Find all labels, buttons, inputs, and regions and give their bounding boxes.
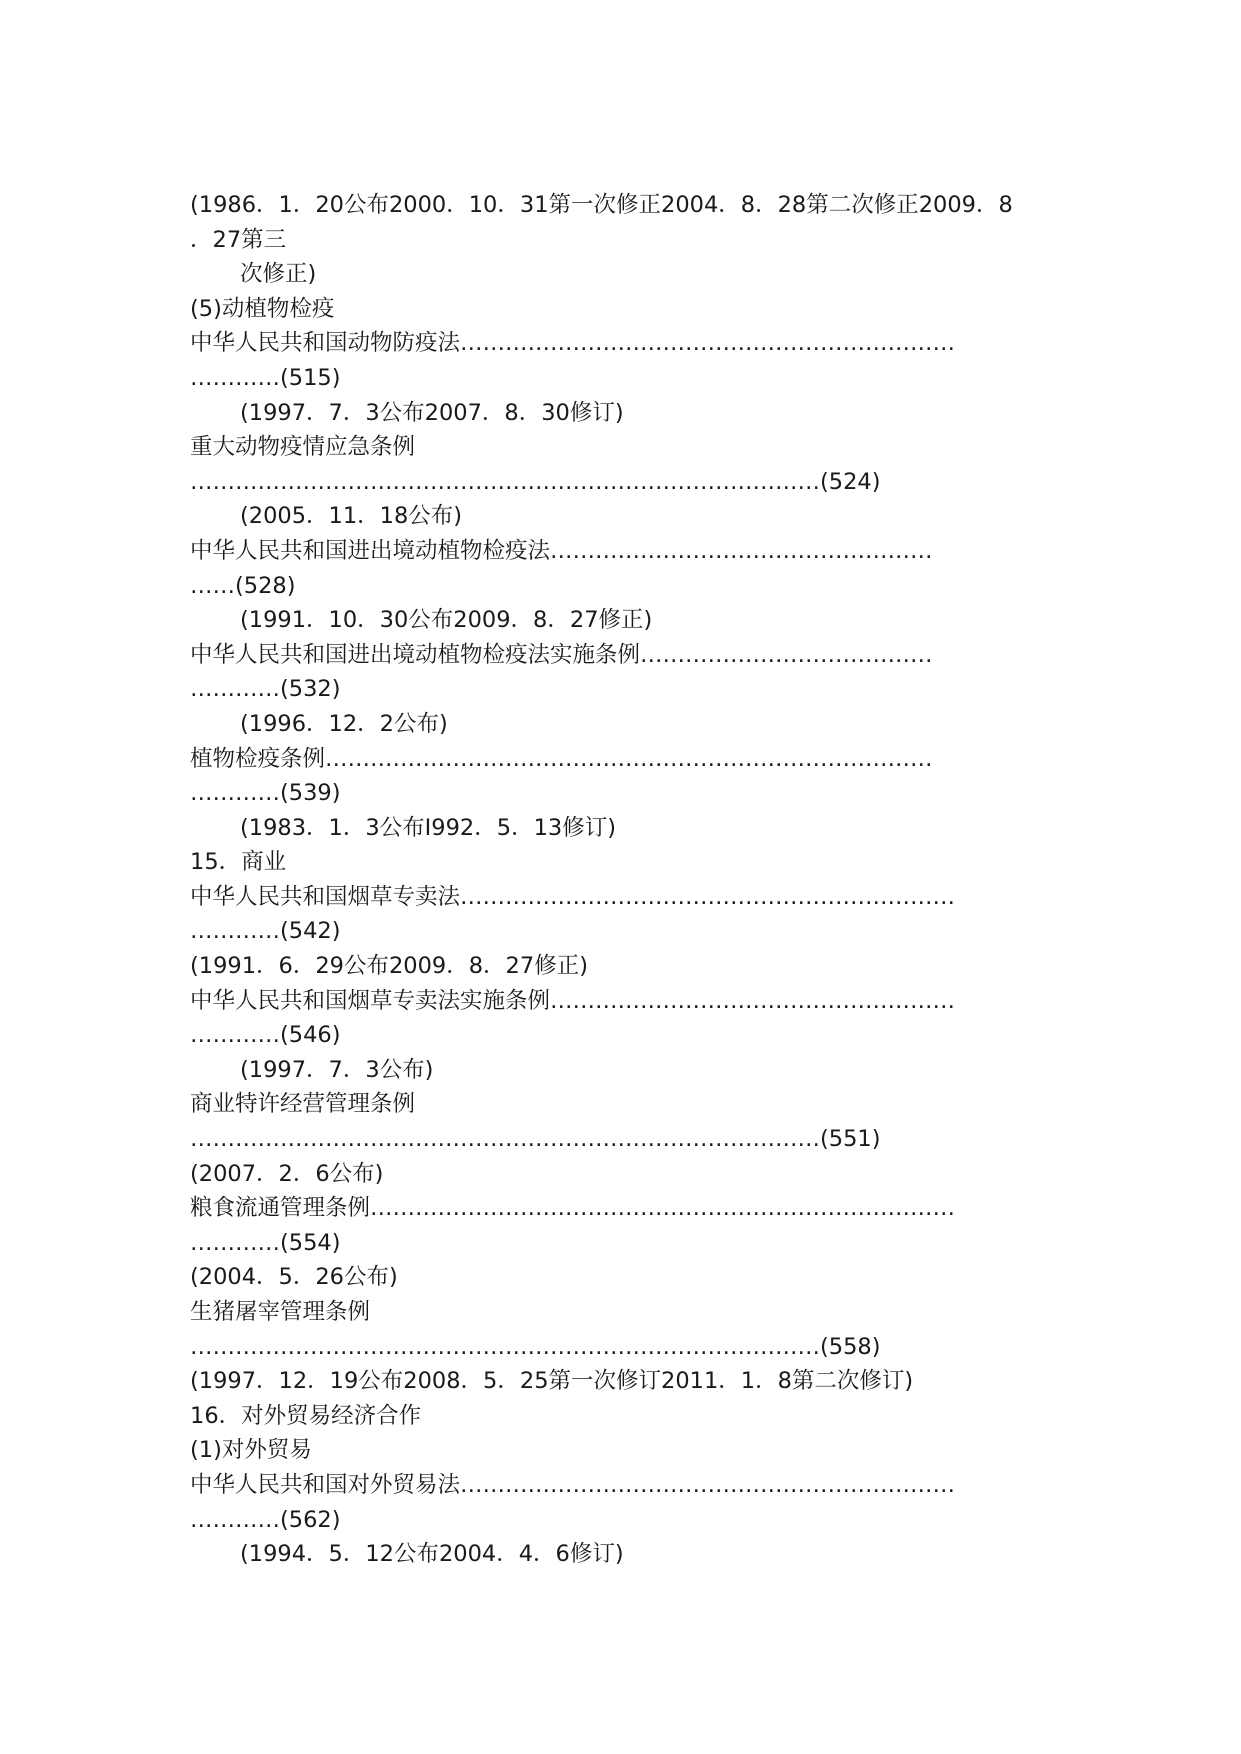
toc-entry-date: (1991．10．30公布2009．8．27修正) [240, 607, 653, 634]
toc-line: 次修正) [240, 261, 317, 288]
toc-entry-page[interactable]: …………(542) [190, 918, 341, 945]
toc-entry-date: (1997．7．3公布2007．8．30修订) [240, 399, 624, 426]
toc-entry-title[interactable]: 粮食流通管理条例…………………………………………………………………… [190, 1195, 956, 1222]
toc-entry-date: (1997．12．19公布2008．5．25第一次修订2011．1．8第二次修订) [190, 1368, 914, 1395]
toc-entry-page[interactable]: …………(539) [190, 780, 341, 807]
toc-entry-title[interactable]: 中华人民共和国进出境动植物检疫法…………………………………………… [190, 537, 933, 564]
toc-entry-date: (1983．1．3公布I992．5．13修订) [240, 814, 616, 841]
toc-entry-title[interactable]: 商业特许经营管理条例 [190, 1091, 416, 1118]
toc-entry-title[interactable]: 生猪屠宰管理条例 [190, 1299, 371, 1325]
toc-entry-page[interactable]: …………(515) [190, 364, 341, 391]
toc-entry-date: (2004．5．26公布) [190, 1264, 398, 1291]
section-heading: (5)动植物检疫 [190, 295, 335, 322]
toc-line: (1986．1．20公布2000．10．31第一次修正2004．8．28第二次修正2009．8 [190, 192, 1013, 218]
toc-entry-page[interactable]: …………(562) [190, 1506, 341, 1533]
toc-entry-date: (1996．12．2公布) [240, 710, 448, 737]
section-heading: 16．对外贸易经济合作 [190, 1402, 422, 1429]
toc-line: ．27第三 [190, 226, 287, 253]
toc-entry-page[interactable]: …………(546) [190, 1022, 341, 1049]
section-heading: 15．商业 [190, 849, 287, 876]
toc-entry-page[interactable]: …………………………………………………………………………(524) [190, 468, 881, 495]
toc-entry-title[interactable]: 重大动物疫情应急条例 [190, 434, 416, 461]
toc-page [190, 188, 1050, 1572]
toc-entry-title[interactable]: 中华人民共和国烟草专卖法实施条例……………………………………………… [190, 987, 956, 1014]
toc-entry-date: (2007．2．6公布) [190, 1160, 384, 1187]
toc-entry-title[interactable]: 中华人民共和国进出境动植物检疫法实施条例………………………………… [190, 641, 933, 668]
toc-entry-page[interactable]: …………(554) [190, 1229, 341, 1256]
toc-entry-date: (1997．7．3公布) [240, 1056, 434, 1083]
toc-entry-title[interactable]: 植物检疫条例……………………………………………………………………… [190, 745, 933, 772]
toc-entry-title[interactable]: 中华人民共和国动物防疫法………………………………………………………… [190, 330, 956, 357]
toc-entry-date: (1994．5．12公布2004．4．6修订) [240, 1541, 624, 1568]
toc-entry-date: (1991．6．29公布2009．8．27修正) [190, 953, 588, 980]
toc-entry-page[interactable]: …………(532) [190, 676, 341, 703]
toc-entry-title[interactable]: 中华人民共和国对外贸易法………………………………………………………… [190, 1471, 956, 1498]
toc-entry-date: (2005．11．18公布) [240, 503, 463, 530]
toc-entry-page[interactable]: …………………………………………………………………………(558) [190, 1333, 881, 1360]
toc-entry-title[interactable]: 中华人民共和国烟草专卖法………………………………………………………… [190, 883, 956, 910]
subsection-heading: (1)对外贸易 [190, 1437, 312, 1464]
toc-entry-page[interactable]: ……(528) [190, 572, 296, 599]
toc-entry-page[interactable]: …………………………………………………………………………(551) [190, 1126, 881, 1153]
